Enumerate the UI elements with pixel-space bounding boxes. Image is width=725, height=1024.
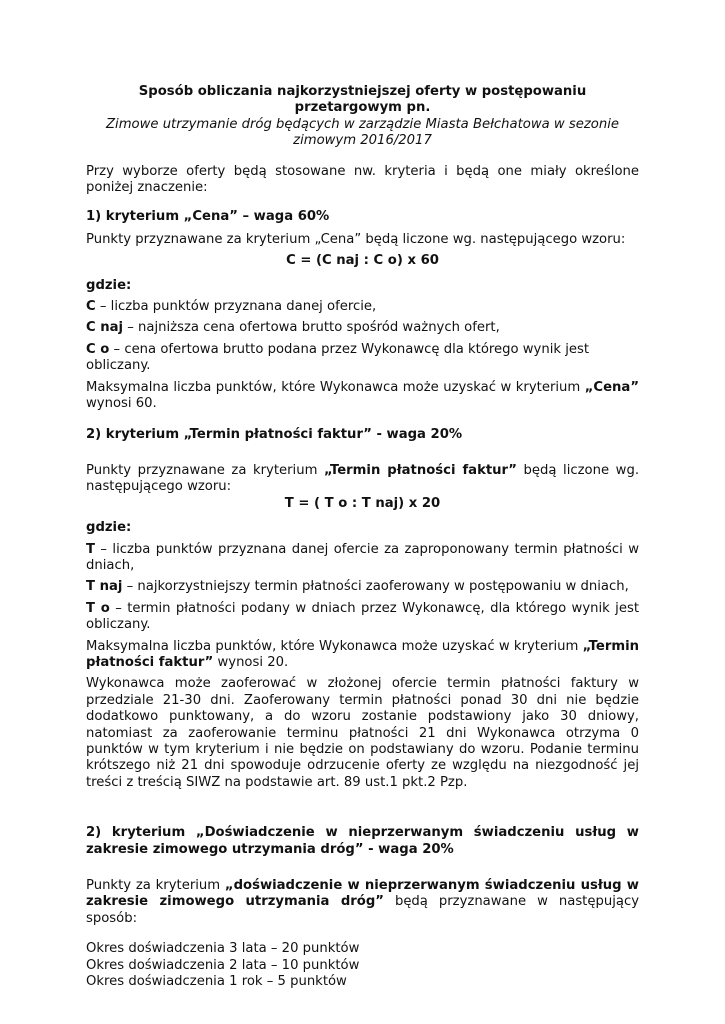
criterion2-item <box>86 579 639 595</box>
item-text: – termin płatności podany w dniach przez Wykonawcę, dla którego wynik jest obliczany. <box>86 600 639 633</box>
item-symbol: C o <box>86 341 110 357</box>
max-text: Maksymalna liczba punktów, które Wykonawca może uzyskać w kryterium <box>86 379 585 395</box>
item-symbol: T <box>86 541 95 557</box>
title-bold-line: Sposób obliczania najkorzystniejszej oferty w postępowaniu przetargowym pn. <box>138 84 587 116</box>
item-symbol: T naj <box>86 579 123 595</box>
criterion1-item <box>86 299 639 315</box>
desc-post-text: będą przyznawane w następujący sposób: <box>86 894 639 926</box>
criterion2-description <box>86 463 639 496</box>
document-title <box>86 84 639 150</box>
criterion1-gdzie: gdzie: <box>86 277 132 293</box>
item-text: – liczba punktów przyznana danej ofercie za zaproponowany termin płatności w dniach, <box>86 541 639 573</box>
max-value-text: wynosi 20. <box>213 654 289 670</box>
max-criterion-name: „Termin płatności faktur” <box>86 638 639 670</box>
intro-paragraph: Przy wyborze oferty będą stosowane nw. kryteria i będą one miały określone poniżej znaczenie: <box>86 163 639 196</box>
criterion1-max-points <box>86 380 639 413</box>
criterion1-heading: 1) kryterium „Cena” – waga 60% <box>86 209 330 225</box>
desc-criterion-name: „doświadczenie w nieprzerwanym świadczeniu usług w zakresie zimowego utrzymania dróg” <box>86 878 639 910</box>
criterion1-description: Punkty przyznawane za kryterium „Cena” będą liczone wg. następującego wzoru: <box>86 231 626 247</box>
criterion2-formula: T = ( T o : T naj) x 20 <box>284 495 441 511</box>
criterion1-item <box>86 342 639 375</box>
criterion3-heading: 2) kryterium „Doświadczenie w nieprzerwanym świadczeniu usług w zakresie zimowego utrzymania dróg” - waga 20% <box>86 825 639 857</box>
criterion2-note: Wykonawca może zaoferować w złożonej ofercie termin płatności faktury w przedziale 21-30 dni. Zaoferowany termin płatności ponad 30 dni nie będzie dodatkowo punktowany, a do wzoru zostanie podstawiony jako 30 dniowy, natomiast za zaoferowanie terminu płatności 21 dni Wykonawca otrzyma 0 punktów w tym kryterium i nie będzie on podstawiany do wzoru. Podanie terminu krótszego niż 21 dni spowoduje odrzucenie oferty ze względu na niezgodność jej treści z treścią SIWZ na podstawie art. 89 ust.1 pkt.2 Pzp. <box>86 676 639 790</box>
criterion3-description <box>86 878 639 927</box>
item-symbol: C naj <box>86 320 124 336</box>
criterion1-item <box>86 320 639 336</box>
item-text: – najniższa cena ofertowa brutto spośród ważnych ofert, <box>123 320 500 336</box>
max-text: Maksymalna liczba punktów, które Wykonawca może uzyskać w kryterium <box>86 638 583 654</box>
criterion2-heading: 2) kryterium „Termin płatności faktur” - waga 20% <box>86 426 463 442</box>
criterion1-formula: C = (C naj : C o) x 60 <box>286 253 439 269</box>
desc-criterion-name: „Termin płatności faktur” <box>324 462 517 478</box>
max-criterion-name: „Cena” <box>584 379 639 395</box>
item-text: – najkorzystniejszy termin płatności zaoferowany w postępowaniu w dniach, <box>122 579 629 595</box>
item-text: – liczba punktów przyznana danej ofercie, <box>95 299 377 315</box>
title-italic-line: Zimowe utrzymanie dróg będących w zarządzie Miasta Bełchatowa w sezonie zimowym 2016/2017 <box>106 116 619 149</box>
item-text: – cena ofertowa brutto podana przez Wykonawcę dla którego wynik jest obliczany. <box>86 341 590 374</box>
item-symbol: T o <box>86 600 110 616</box>
experience-list-item: Okres doświadczenia 2 lata – 10 punktów <box>86 957 360 973</box>
criterion2-max-points <box>86 639 639 672</box>
criterion2-item <box>86 542 639 575</box>
desc-text: Punkty za kryterium <box>86 878 225 894</box>
max-value-text: wynosi 60. <box>86 396 157 412</box>
item-symbol: C <box>86 299 96 315</box>
experience-list-item: Okres doświadczenia 3 lata – 20 punktów <box>86 941 360 957</box>
desc-text: Punkty przyznawane za kryterium <box>86 462 324 478</box>
experience-list-item: Okres doświadczenia 1 rok – 5 punktów <box>86 974 347 990</box>
criterion2-gdzie: gdzie: <box>86 520 132 536</box>
criterion2-item <box>86 601 639 634</box>
desc-post-text: będą liczone wg. następującego wzoru: <box>86 462 640 495</box>
